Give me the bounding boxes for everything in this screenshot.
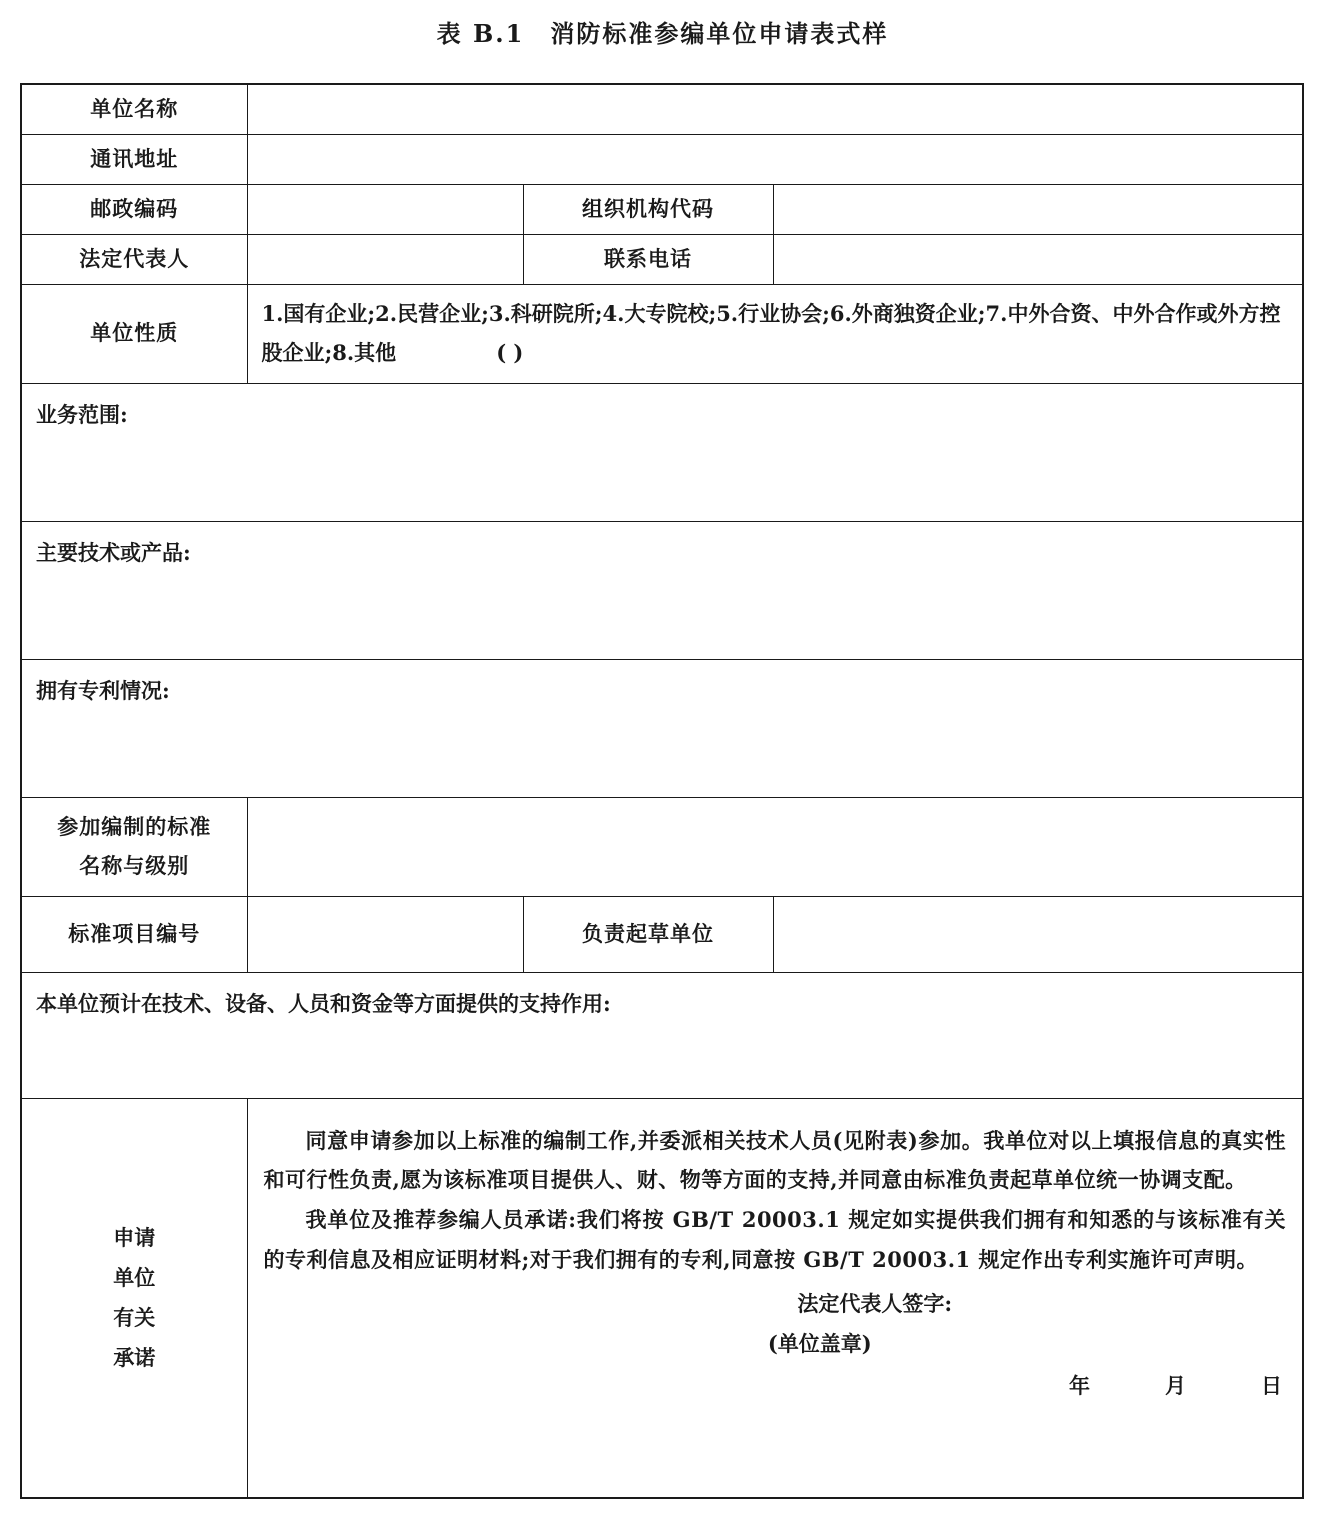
row-support	[21, 972, 1303, 1098]
date-day: 日	[1261, 1372, 1282, 1398]
row-business-scope	[21, 383, 1303, 521]
field-drafting-unit[interactable]	[773, 896, 1303, 972]
label-address: 通讯地址	[21, 134, 247, 184]
label-nature: 单位性质	[21, 284, 247, 383]
commitment-paragraph-2: 我单位及推荐参编人员承诺:我们将按 GB/T 20003.1 规定如实提供我们拥有和知悉的与该标准有关的专利信息及相应证明材料;对于我们拥有的专利,同意按 GB/T 20003.1 规定作出专利实施许可声明。	[263, 1207, 1286, 1273]
field-project-number[interactable]	[247, 896, 523, 972]
field-unit-name[interactable]	[247, 84, 1303, 134]
label-drafting-unit: 负责起草单位	[523, 896, 773, 972]
date-year: 年	[1069, 1372, 1090, 1398]
field-standard-name[interactable]	[247, 797, 1303, 896]
commitment-body	[247, 1098, 1303, 1498]
row-unit-name	[21, 84, 1303, 134]
application-form-table	[20, 83, 1304, 1499]
row-commitment	[21, 1098, 1303, 1498]
label-standard-name-line1: 参加编制的标准	[57, 813, 212, 839]
field-business-scope[interactable]	[21, 383, 1303, 521]
field-support[interactable]	[21, 972, 1303, 1098]
row-legal-rep	[21, 234, 1303, 284]
commitment-label-line: 单位	[113, 1264, 156, 1290]
field-patents[interactable]	[21, 659, 1303, 797]
row-standard-name	[21, 797, 1303, 896]
field-main-tech[interactable]	[21, 521, 1303, 659]
label-commitment	[21, 1098, 247, 1498]
row-project-number	[21, 896, 1303, 972]
field-address[interactable]	[247, 134, 1303, 184]
date-month: 月	[1165, 1372, 1186, 1398]
commitment-label-line: 承诺	[113, 1344, 156, 1370]
table-title-text: 消防标准参编单位申请表式样	[550, 19, 889, 48]
label-project-number: 标准项目编号	[21, 896, 247, 972]
label-business-scope: 业务范围:	[36, 401, 128, 427]
label-unit-name: 单位名称	[21, 84, 247, 134]
label-postcode: 邮政编码	[21, 184, 247, 234]
row-address	[21, 134, 1303, 184]
label-patents: 拥有专利情况:	[36, 677, 170, 703]
field-phone[interactable]	[773, 234, 1303, 284]
commitment-label-line: 申请	[113, 1224, 156, 1250]
unit-seal: (单位盖章)	[767, 1330, 872, 1356]
label-standard-name-line2: 名称与级别	[79, 852, 190, 878]
label-org-code: 组织机构代码	[523, 184, 773, 234]
label-phone: 联系电话	[523, 234, 773, 284]
form-title	[0, 14, 1325, 49]
label-main-tech: 主要技术或产品:	[36, 539, 191, 565]
field-nature[interactable]	[247, 284, 1303, 383]
date-line[interactable]	[264, 1366, 1283, 1406]
field-postcode[interactable]	[247, 184, 523, 234]
row-patents	[21, 659, 1303, 797]
row-nature	[21, 284, 1303, 383]
table-number: 表 B.1	[436, 19, 525, 48]
row-postcode	[21, 184, 1303, 234]
row-main-tech	[21, 521, 1303, 659]
commitment-paragraph-1: 同意申请参加以上标准的编制工作,并委派相关技术人员(见附表)参加。我单位对以上填报信息的真实性和可行性负责,愿为该标准项目提供人、财、物等方面的支持,并同意由标准负责起草单位统一协调支配。	[263, 1127, 1286, 1193]
label-support: 本单位预计在技术、设备、人员和资金等方面提供的支持作用:	[36, 990, 611, 1016]
label-legal-rep: 法定代表人	[21, 234, 247, 284]
label-standard-name	[21, 797, 247, 896]
legal-rep-signature[interactable]: 法定代表人签字:	[797, 1291, 953, 1317]
commitment-label-line: 有关	[113, 1304, 156, 1330]
field-legal-rep[interactable]	[247, 234, 523, 284]
nature-paren: ( )	[496, 339, 524, 365]
nature-options: 1.国有企业;2.民营企业;3.科研院所;4.大专院校;5.行业协会;6.外商独资企业;7.中外合资、中外合作或外方控股企业;8.其他	[261, 300, 1281, 365]
field-org-code[interactable]	[773, 184, 1303, 234]
